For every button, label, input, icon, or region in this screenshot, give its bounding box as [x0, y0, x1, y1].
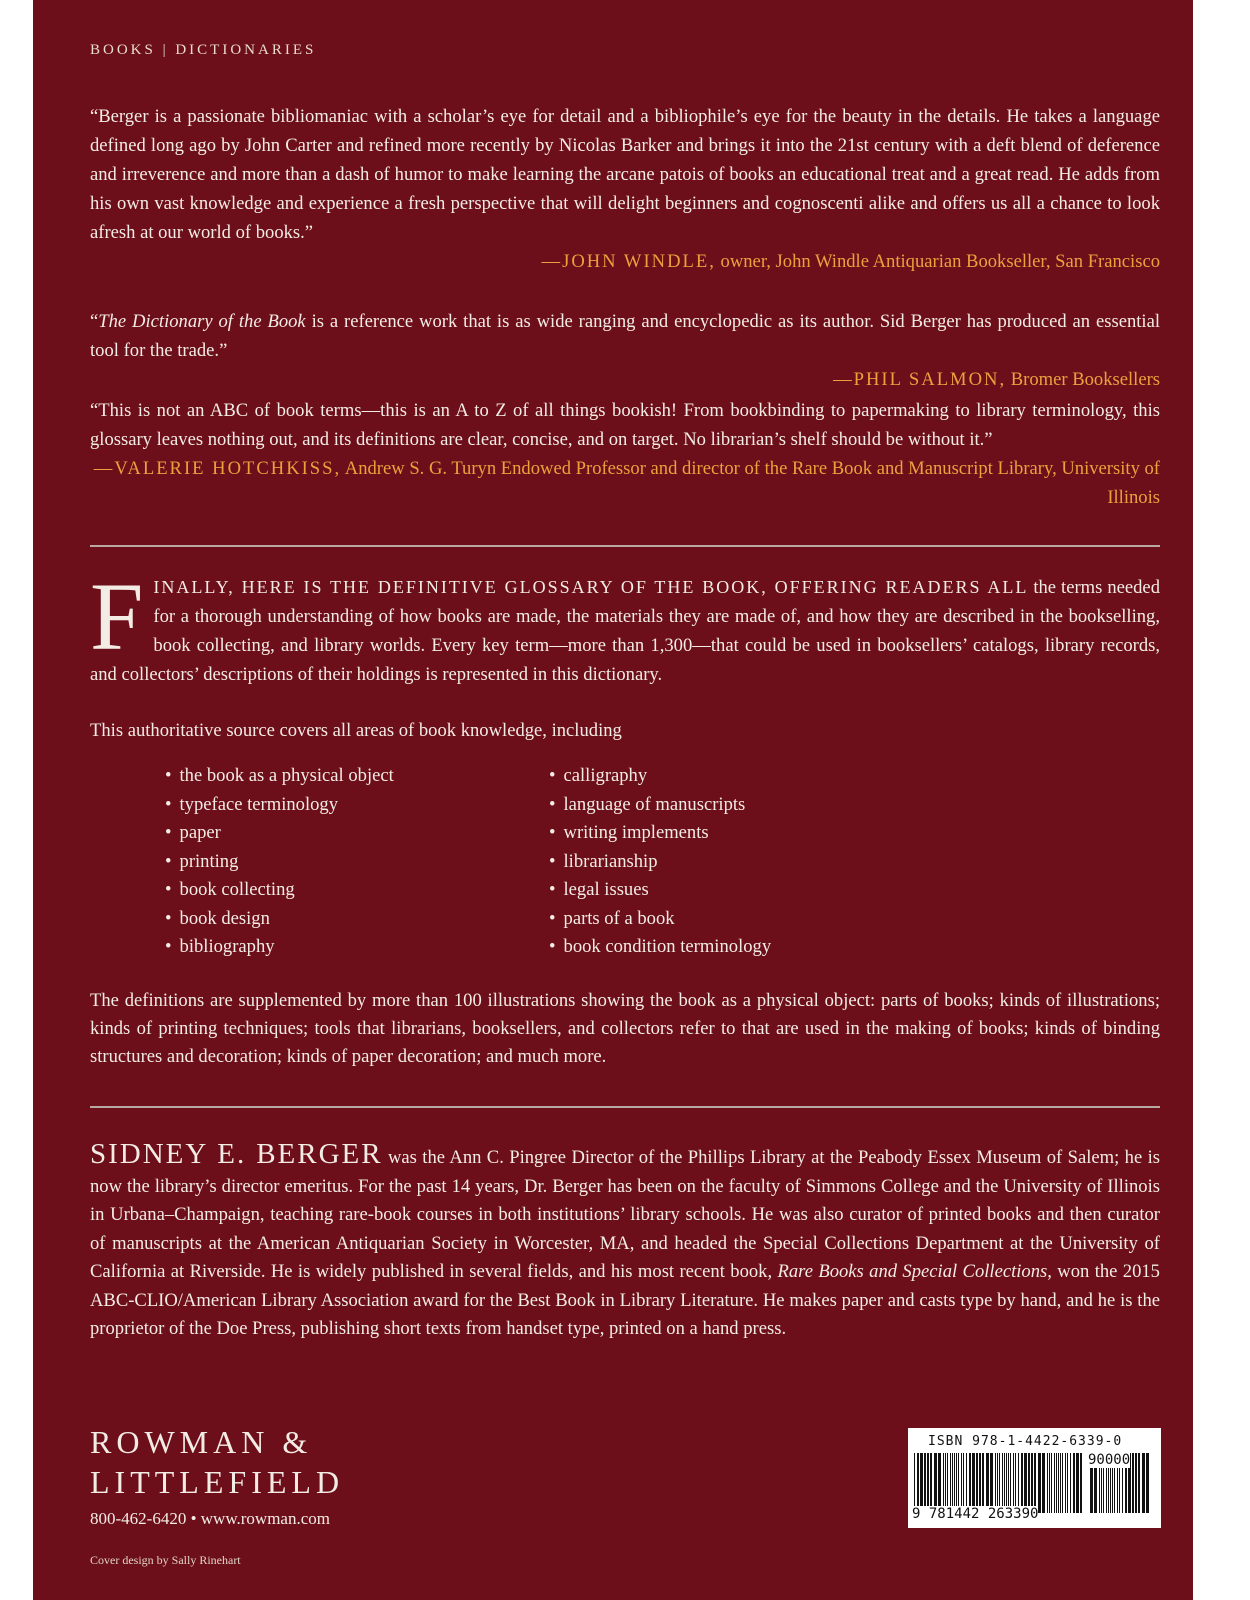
bio-text: , won the 2015 ABC-CLIO/American Library Association award for the Best Book in Library Literature. He makes paper and casts type by hand, and he is the proprietor of the Doe Press, publishing short texts from handset type, printed on a hand press.	[90, 1261, 1160, 1339]
topic-item: • calligraphy	[549, 762, 771, 791]
publisher-line-1: ROWMAN &	[90, 1424, 313, 1460]
quote-body: is a reference work that is as wide ranging and encyclopedic as its author. Sid Berger has produced an essential tool for the trade.”	[90, 311, 1160, 361]
topic-item: • the book as a physical object	[165, 762, 394, 791]
open-quote: “	[90, 311, 99, 332]
isbn-label: ISBN 978-1-4422-6339-0	[928, 1434, 1123, 1449]
topic-item: • book collecting	[165, 876, 394, 905]
bio-book-title: Rare Books and Special Collections	[777, 1261, 1048, 1282]
category-label: BOOKS | DICTIONARIES	[90, 42, 317, 58]
topic-list-left	[165, 762, 394, 962]
attribution-name: —PHIL SALMON,	[833, 369, 1007, 390]
topic-item: • librarianship	[549, 848, 771, 877]
back-cover	[33, 0, 1193, 1600]
author-bio	[90, 1140, 1160, 1344]
book-description	[90, 563, 1160, 689]
topic-item: • typeface terminology	[165, 791, 394, 820]
publisher-logo	[90, 1422, 344, 1502]
attribution-detail: Bromer Booksellers	[1006, 369, 1160, 390]
quote-windle	[90, 102, 1160, 276]
topic-item: • book condition terminology	[549, 933, 771, 962]
topic-item: • bibliography	[165, 933, 394, 962]
publisher-contact: 800-462-6420 • www.rowman.com	[90, 1509, 330, 1528]
lead-caps: INALLY, HERE IS THE DEFINITIVE GLOSSARY OF THE BOOK, OFFERING READERS ALL	[153, 577, 1029, 597]
topic-item: • language of manuscripts	[549, 791, 771, 820]
cover-credit: Cover design by Sally Rinehart	[90, 1553, 241, 1567]
topic-item: • printing	[165, 848, 394, 877]
topic-item: • legal issues	[549, 876, 771, 905]
author-name: SIDNEY E. BERGER	[90, 1138, 383, 1170]
attribution-name: —VALERIE HOTCHKISS,	[93, 458, 342, 479]
quote-attribution	[90, 454, 1160, 512]
attribution-name: —JOHN WINDLE,	[541, 251, 716, 272]
barcode-addon: 90000	[1088, 1452, 1131, 1468]
barcode-digits: 9 781442 263390	[912, 1506, 1039, 1522]
topic-item: • book design	[165, 905, 394, 934]
topic-list-right	[549, 762, 771, 962]
quote-attribution	[90, 365, 1160, 394]
quote-attribution	[90, 247, 1160, 276]
quote-salmon	[90, 307, 1160, 394]
description-text: the terms needed for a thorough understanding of how books are made, the materials they are made of, and how they are described in the bookselling, book collecting, and library worlds. Every key term—more than 1,300—that could be used in booksellers’ catalogs, library records, and collectors’ descriptions of their holdings is represented in this dictionary.	[90, 577, 1160, 685]
quote-text	[90, 307, 1160, 365]
divider	[90, 1106, 1160, 1108]
illustrations-paragraph: The definitions are supplemented by more than 100 illustrations showing the book as a physical object: parts of books; kinds of illustrations; kinds of printing techniques; tools that librarians, booksellers, and collectors refer to that are used in the making of books; kinds of binding structures and decoration; kinds of paper decoration; and much more.	[90, 990, 1160, 1067]
topics-intro: This authoritative source covers all areas of book knowledge, including	[90, 720, 622, 741]
drop-cap: F	[90, 563, 144, 670]
topic-item: • writing implements	[549, 819, 771, 848]
attribution-detail: owner, John Windle Antiquarian Bookseller, San Francisco	[715, 251, 1160, 272]
divider	[90, 545, 1160, 547]
barcode	[908, 1428, 1161, 1528]
topic-item: • parts of a book	[549, 905, 771, 934]
quote-hotchkiss	[90, 396, 1160, 512]
bio-text: was the Ann C. Pingree Director of the Phillips Library at the Peabody Essex Museum of Salem; he is now the library’s director emeritus. For the past 14 years, Dr. Berger has been on the faculty of Simmons College and the University of Illinois in Urbana–Champaign, teaching rare-book courses in both institutions’ library schools. He was also curator of printed books and then curator of manuscripts at the American Antiquarian Society in Worcester, MA, and headed the Special Collections Department at the University of California at Riverside. He is widely published in several fields, and his most recent book,	[90, 1147, 1160, 1282]
quote-text: “This is not an ABC of book terms—this is an A to Z of all things bookish! From bookbinding to papermaking to library terminology, this glossary leaves nothing out, and its definitions are clear, concise, and on target. No librarian’s shelf should be without it.”	[90, 400, 1160, 450]
book-title: The Dictionary of the Book	[98, 311, 306, 332]
topic-item: • paper	[165, 819, 394, 848]
attribution-detail: Andrew S. G. Turyn Endowed Professor and director of the Rare Book and Manuscript Library, University of Illinois	[341, 458, 1160, 508]
publisher-line-2: LITTLEFIELD	[90, 1464, 345, 1500]
quote-text: “Berger is a passionate bibliomaniac with a scholar’s eye for detail and a bibliophile’s eye for the beauty in the details. He takes a language defined long ago by John Carter and refined more recently by Nicolas Barker and brings it into the 21st century with a deft blend of deference and irreverence and more than a dash of humor to make learning the arcane patois of books an educational treat and a great read. He adds from his own vast knowledge and experience a fresh perspective that will delight beginners and cognoscenti alike and offers us all a chance to look afresh at our world of books.”	[90, 106, 1160, 243]
